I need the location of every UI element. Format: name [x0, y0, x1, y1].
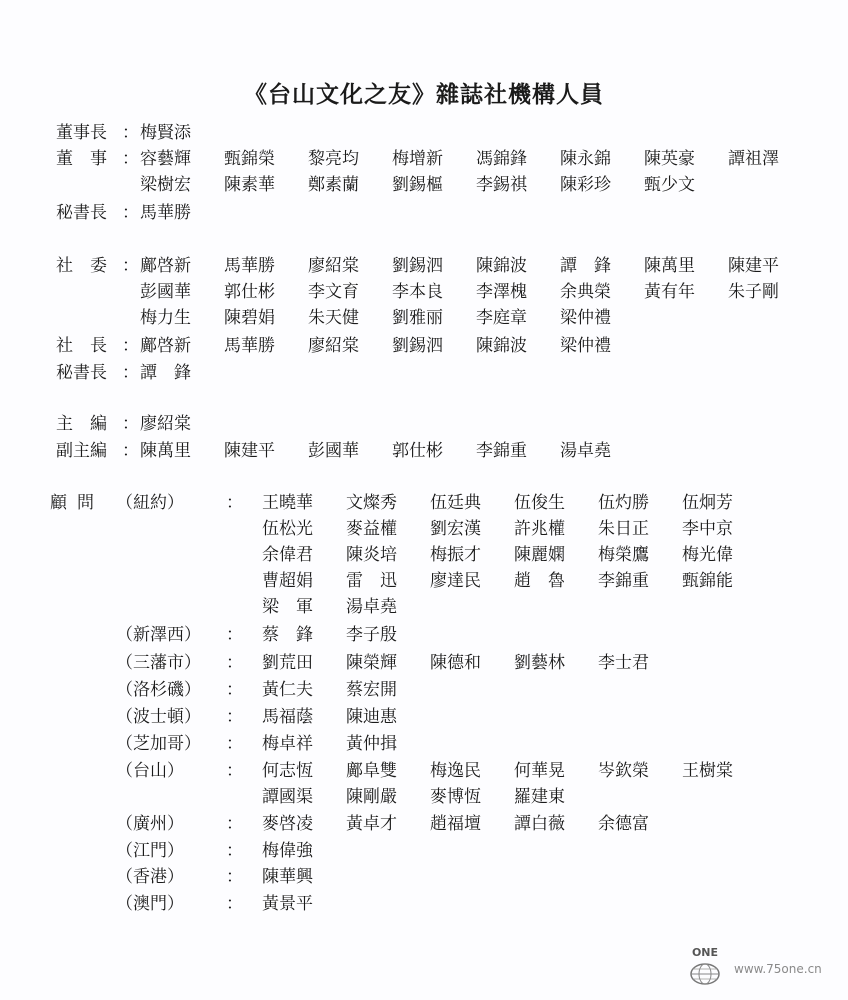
- person-name: 甄錦能: [682, 571, 733, 591]
- person-name: 劉雅丽: [392, 308, 443, 328]
- person-name: 梁仲禮: [560, 336, 611, 356]
- advisor-city: （芝加哥）: [116, 734, 201, 754]
- advisor-city: （新澤西）: [116, 625, 201, 645]
- section-row: [56, 146, 828, 172]
- person-name: 馬華勝: [224, 336, 275, 356]
- person-name: 梅卓祥: [262, 734, 313, 754]
- advisor-colon: ：: [226, 680, 243, 700]
- name-list: [262, 677, 430, 703]
- person-name: 李子殷: [346, 625, 397, 645]
- name-list: [140, 146, 812, 172]
- person-name: 鄭素蘭: [308, 175, 359, 195]
- person-name: 劉宏漢: [430, 519, 481, 539]
- person-name: 余偉君: [262, 545, 313, 565]
- section-colon: ：: [122, 149, 139, 169]
- person-name: 梁樹宏: [140, 175, 191, 195]
- person-name: 岑欽榮: [598, 761, 649, 781]
- logo-text: ONE: [691, 946, 719, 959]
- person-name: 陳建平: [728, 256, 779, 276]
- person-name: 劉錫泗: [392, 336, 443, 356]
- name-list: [140, 120, 224, 146]
- advisor-row: [50, 490, 828, 516]
- person-name: 王樹棠: [682, 761, 733, 781]
- name-list: [262, 891, 346, 917]
- person-name: 廖紹棠: [308, 256, 359, 276]
- advisor-colon: ：: [226, 734, 243, 754]
- person-name: 趙福壇: [430, 814, 481, 834]
- person-name: 何華晃: [514, 761, 565, 781]
- person-name: 鄺啓新: [140, 336, 191, 356]
- name-list: [140, 200, 224, 226]
- person-name: 何志恆: [262, 761, 313, 781]
- person-name: 郭仕彬: [392, 441, 443, 461]
- person-name: 梅偉強: [262, 841, 313, 861]
- person-name: 李中京: [682, 519, 733, 539]
- advisor-row: [50, 731, 828, 757]
- person-name: 陳素華: [224, 175, 275, 195]
- person-name: 李本良: [392, 282, 443, 302]
- person-name: 鄺啓新: [140, 256, 191, 276]
- person-name: 譚 鋒: [560, 256, 611, 276]
- advisor-colon: ：: [226, 707, 243, 727]
- advisor-colon: ：: [226, 761, 243, 781]
- person-name: 甄錦榮: [224, 149, 275, 169]
- section-row: [56, 172, 828, 198]
- person-name: 廖達民: [430, 571, 481, 591]
- person-name: 梁仲禮: [560, 308, 611, 328]
- person-name: 李士君: [598, 653, 649, 673]
- person-name: 劉錫樞: [392, 175, 443, 195]
- advisor-city: （香港）: [116, 867, 184, 887]
- person-name: 王曉華: [262, 493, 313, 513]
- person-name: 朱子剛: [728, 282, 779, 302]
- person-name: 蔡宏開: [346, 680, 397, 700]
- person-name: 李錦重: [476, 441, 527, 461]
- person-name: 陳華興: [262, 867, 313, 887]
- person-name: 朱日正: [598, 519, 649, 539]
- advisor-row: [50, 838, 828, 864]
- person-name: 許兆權: [514, 519, 565, 539]
- person-name: 湯卓堯: [560, 441, 611, 461]
- section-colon: ：: [122, 414, 139, 434]
- person-name: 羅建東: [514, 787, 565, 807]
- person-name: 伍炯芳: [682, 493, 733, 513]
- name-list: [140, 438, 644, 464]
- advisor-colon: ：: [226, 625, 243, 645]
- section-label: 董 事: [56, 149, 107, 169]
- section-row: [56, 360, 828, 386]
- advisor-city: （波士頓）: [116, 707, 201, 727]
- person-name: 彭國華: [140, 282, 191, 302]
- person-name: 陳萬里: [140, 441, 191, 461]
- person-name: 彭國華: [308, 441, 359, 461]
- advisor-colon: ：: [226, 653, 243, 673]
- page-title: 《台山文化之友》雜誌社機構人員: [244, 81, 604, 108]
- advisor-city: （廣州）: [116, 814, 184, 834]
- name-list: [140, 360, 224, 386]
- person-name: 黃仲揖: [346, 734, 397, 754]
- person-name: 梁 軍: [262, 597, 313, 617]
- name-list: [262, 568, 766, 594]
- person-name: 梅增新: [392, 149, 443, 169]
- person-name: 譚 鋒: [140, 363, 191, 383]
- advisor-row: [50, 677, 828, 703]
- name-list: [140, 305, 644, 331]
- person-name: 陳英豪: [644, 149, 695, 169]
- advisor-row: [50, 811, 828, 837]
- person-name: 李文育: [308, 282, 359, 302]
- person-name: 麥啓凌: [262, 814, 313, 834]
- person-name: 李庭章: [476, 308, 527, 328]
- person-name: 陳德和: [430, 653, 481, 673]
- person-name: 陳碧娟: [224, 308, 275, 328]
- name-list: [262, 864, 346, 890]
- name-list: [262, 811, 682, 837]
- name-list: [262, 704, 430, 730]
- advisor-row: [50, 758, 828, 784]
- section-colon: ：: [122, 441, 139, 461]
- section-label: 秘書長: [56, 363, 107, 383]
- advisor-row: [50, 516, 828, 542]
- section-label: 社 委: [56, 256, 107, 276]
- person-name: 朱天健: [308, 308, 359, 328]
- advisor-row: [50, 784, 828, 810]
- person-name: 劉錫泗: [392, 256, 443, 276]
- section-row: [56, 333, 828, 359]
- person-name: 黃景平: [262, 894, 313, 914]
- section-colon: ：: [122, 123, 139, 143]
- person-name: 廖紹棠: [308, 336, 359, 356]
- person-name: 梅振才: [430, 545, 481, 565]
- name-list: [140, 411, 224, 437]
- name-list: [262, 784, 598, 810]
- person-name: 麥博恆: [430, 787, 481, 807]
- advisor-colon: ：: [226, 867, 243, 887]
- person-name: 陳榮輝: [346, 653, 397, 673]
- person-name: 陳剛嚴: [346, 787, 397, 807]
- advisor-colon: ：: [226, 841, 243, 861]
- name-list: [262, 731, 430, 757]
- section-label: 副主編: [56, 441, 107, 461]
- person-name: 郭仕彬: [224, 282, 275, 302]
- advisor-row: [50, 650, 828, 676]
- person-name: 黃仁夫: [262, 680, 313, 700]
- name-list: [140, 172, 728, 198]
- name-list: [262, 650, 682, 676]
- section-colon: ：: [122, 203, 139, 223]
- person-name: 陳炎培: [346, 545, 397, 565]
- person-name: 馮錦鋒: [476, 149, 527, 169]
- name-list: [262, 838, 346, 864]
- person-name: 湯卓堯: [346, 597, 397, 617]
- person-name: 文燦秀: [346, 493, 397, 513]
- person-name: 梅賢添: [140, 123, 191, 143]
- person-name: 容藝輝: [140, 149, 191, 169]
- advisor-row: [50, 542, 828, 568]
- advisor-row: [50, 864, 828, 890]
- person-name: 伍灼勝: [598, 493, 649, 513]
- person-name: 譚國渠: [262, 787, 313, 807]
- advisor-row: [50, 568, 828, 594]
- name-list: [262, 622, 430, 648]
- name-list: [262, 594, 430, 620]
- person-name: 黃有年: [644, 282, 695, 302]
- person-name: 梅逸民: [430, 761, 481, 781]
- name-list: [140, 253, 812, 279]
- section-colon: ：: [122, 363, 139, 383]
- section-row: [56, 120, 828, 146]
- person-name: 廖紹棠: [140, 414, 191, 434]
- person-name: 李錫祺: [476, 175, 527, 195]
- advisor-row: [50, 704, 828, 730]
- person-name: 李澤槐: [476, 282, 527, 302]
- person-name: 陳永錦: [560, 149, 611, 169]
- advisor-city: （江門）: [116, 841, 184, 861]
- person-name: 梅力生: [140, 308, 191, 328]
- watermark-url: www.75one.cn: [734, 962, 822, 976]
- advisor-city: （洛杉磯）: [116, 680, 201, 700]
- section-colon: ：: [122, 336, 139, 356]
- person-name: 陳迪惠: [346, 707, 397, 727]
- section-label: 董事長: [56, 123, 107, 143]
- person-name: 劉藝林: [514, 653, 565, 673]
- advisor-row: [50, 622, 828, 648]
- person-name: 譚祖澤: [728, 149, 779, 169]
- advisor-city: （台山）: [116, 761, 184, 781]
- person-name: 陳建平: [224, 441, 275, 461]
- person-name: 伍俊生: [514, 493, 565, 513]
- section-row: [56, 411, 828, 437]
- section-row: [56, 279, 828, 305]
- name-list: [262, 516, 766, 542]
- advisor-row: [50, 594, 828, 620]
- person-name: 余德富: [598, 814, 649, 834]
- name-list: [262, 542, 766, 568]
- section-colon: ：: [122, 256, 139, 276]
- person-name: 陳錦波: [476, 336, 527, 356]
- person-name: 馬華勝: [224, 256, 275, 276]
- name-list: [262, 758, 766, 784]
- person-name: 陳錦波: [476, 256, 527, 276]
- advisor-colon: ：: [226, 493, 243, 513]
- advisor-row: [50, 891, 828, 917]
- person-name: 陳彩珍: [560, 175, 611, 195]
- person-name: 伍廷典: [430, 493, 481, 513]
- person-name: 蔡 鋒: [262, 625, 313, 645]
- person-name: 陳萬里: [644, 256, 695, 276]
- person-name: 劉荒田: [262, 653, 313, 673]
- person-name: 甄少文: [644, 175, 695, 195]
- person-name: 黃卓才: [346, 814, 397, 834]
- section-label: 主 編: [56, 414, 107, 434]
- advisors-label: 顧問: [50, 493, 104, 513]
- person-name: 鄺阜雙: [346, 761, 397, 781]
- advisor-city: （紐約）: [116, 493, 184, 513]
- person-name: 黎亮均: [308, 149, 359, 169]
- person-name: 陳麗嫻: [514, 545, 565, 565]
- person-name: 李錦重: [598, 571, 649, 591]
- section-row: [56, 253, 828, 279]
- person-name: 伍松光: [262, 519, 313, 539]
- person-name: 馬華勝: [140, 203, 191, 223]
- person-name: 余典榮: [560, 282, 611, 302]
- section-row: [56, 438, 828, 464]
- person-name: 曹超娟: [262, 571, 313, 591]
- person-name: 梅榮鷹: [598, 545, 649, 565]
- advisor-colon: ：: [226, 814, 243, 834]
- person-name: 譚白薇: [514, 814, 565, 834]
- section-label: 秘書長: [56, 203, 107, 223]
- advisor-colon: ：: [226, 894, 243, 914]
- name-list: [140, 333, 644, 359]
- section-row: [56, 200, 828, 226]
- person-name: 梅光偉: [682, 545, 733, 565]
- person-name: 趙 魯: [514, 571, 565, 591]
- advisor-city: （三藩市）: [116, 653, 201, 673]
- person-name: 麥益權: [346, 519, 397, 539]
- section-row: [56, 305, 828, 331]
- person-name: 馬福蔭: [262, 707, 313, 727]
- advisor-city: （澳門）: [116, 894, 184, 914]
- person-name: 雷 迅: [346, 571, 397, 591]
- globe-logo-icon: [683, 944, 727, 988]
- name-list: [140, 279, 812, 305]
- section-label: 社 長: [56, 336, 107, 356]
- name-list: [262, 490, 766, 516]
